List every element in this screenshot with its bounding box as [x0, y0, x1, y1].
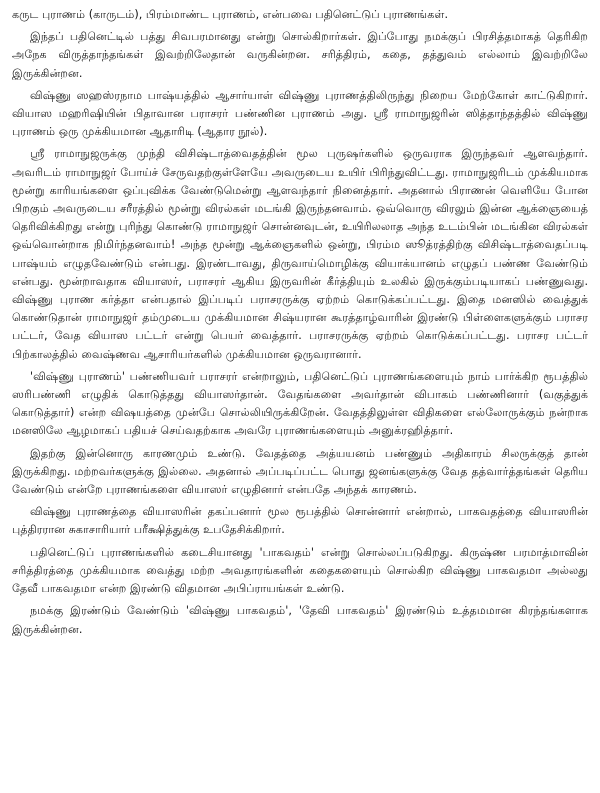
paragraph-shaiva-puranas: இந்தப் பதினெட்டில் பத்து சிவபரமானது என்று சொல்கிறார்கள். இப்போது நமக்குப் பிரசித்தமாகத் தெரிகிற அநேக விருத்தாந்தங்கள் இவற்றிலேதான் வருகின்றன. சரித்திரம், கதை, தத்துவம் எல்லாம் இவற்றிலே இருக்கின்றன. — [12, 30, 588, 80]
document-page — [12, 6, 588, 643]
paragraph-vishnu-purana-bhashya: விஷ்ணு ஸஹஸ்ரநாம பாஷ்யத்தில் ஆசார்யாள் விஷ்ணு புராணத்திலிருந்து நிறைய மேற்கோள் காட்டுகிறார். வியாஸ மஹரிஷியின் பிதாவான பராசரர் பண்ணின புராணம் அது. ஸ்ரீ ராமாநுஜரின் ஸித்தாந்தத்தில் விஷ்ணு புராணம் ஒரு முக்கியமான ஆதாரிடி (ஆதார நூல்). — [12, 88, 588, 139]
paragraph-last-purana: பதினெட்டுப் புராணங்களில் கடைசியானது 'பாகவதம்' என்று சொல்லப்படுகிறது. கிருஷ்ண பரமாத்மாவின் சரித்திரத்தை முக்கியமாக வைத்து மற்ற அவதாரங்களின் கதைகளையும் சொல்கிற விஷ்ணு பாகவதமா அல்லது தேவீ பாகவதமா என்ற இரண்டு விதமான அபிப்ராயங்கள் உண்டு. — [12, 545, 588, 596]
paragraph-bhagavatam-origin: விஷ்ணு புராணத்தை வியாஸரின் தகப்பனார் மூல ரூபத்தில் சொன்னார் என்றால், பாகவதத்தை வியாஸரின் புத்திரரான சுகாசாரியார் பரீக்ஷித்துக்கு உபதேசிக்கிறார். — [12, 505, 588, 537]
paragraph-alavandar: ஸ்ரீ ராமாநுஜருக்கு முந்தி விசிஷ்டாத்வைதத்தின் மூல புருஷர்களில் ஒருவராக இருந்தவர் ஆளவந்தார். அவரிடம் ராமாநுஜர் போய்ச் சேருவதற்குள்ளேயே அவருடைய உயிர் பிரிந்துவிட்டது. ராமாநுஜரிடம் முக்கியமாக மூன்று காரியங்களை ஒப்புவிக்க வேண்டுமென்று ஆளவந்தார் நினைத்தார். அதனால் பிராணன் வெளியே போன பிறகும் அவருடைய சரீரத்தில் மூன்று விரல்கள் மடங்கி இருந்தனவாம். ஒவ்வொரு விரலும் இன்ன ஆக்ஞையைத் தெரிவிக்கிறது என்று புரிந்து கொண்டு ராமாநுஜர் சொன்னவுடன், உயிரிலலாத அந்த உடம்பின் மடங்கின விரல்கள் ஒவ்வொன்றாக நிமிர்ந்தனவாம்! அந்த மூன்று ஆக்ஞைகளில் ஒன்று, பிரம்ம ஸூத்ரத்திற்கு விசிஷ்டாத்வைதப்படி பாஷ்யம் எழுதவேண்டும் என்பது. இரண்டாவது, திருவாய்மொழிக்கு வியாக்யானம் எழுதப் பண்ண வேண்டும் என்பது. மூன்றாவதாக வியாஸர், பராசரர் ஆகிய இருவரின் கீர்த்தியும் உலகில் இருக்கும்படியாகப் பண்ணுவது. விஷ்ணு புராண கர்த்தா என்பதால் இப்படிப் பராசரருக்கு ஏற்றம் கொடுக்கப்பட்டது. இதை மனஸில் வைத்துக் கொண்டுதான் ராமாநுஜர் தம்முடைய முக்கியமான சிஷ்யரான கூரத்தாழ்வாரின் இரண்டு பிள்ளைகளுக்கும் பராசர பட்டர், வேத வியாஸ பட்டர் என்று பெயர் வைத்தார். பராசரருக்கு ஏற்றம் கொடுக்கப்பட்டது. பராசர பட்டர் பிற்காலத்தில் வைஷ்ணவ ஆசாரியர்களில் முக்கியமான ஒருவரானார். — [12, 147, 588, 361]
paragraph-another-reason: இதற்கு இன்னொரு காரணமும் உண்டு. வேதத்தை அத்யயனம் பண்ணும் அதிகாரம் சிலருக்குத் தான் இருக்கிறது. மற்றவர்களுக்கு இல்லை. அதனால் அப்படிப்பட்ட பொது ஜனங்களுக்கு வேத தத்வார்த்தங்கள் தெரிய வேண்டும் என்றே புராணங்களை வியாஸர் எழுதினார் என்பதே அந்தக் காரணம். — [12, 446, 588, 497]
paragraph-both-bhagavatams: நமக்கு இரண்டும் வேண்டும் 'விஷ்ணு பாகவதம்', 'தேவி பாகவதம்' இரண்டும் உத்தமமான கிரந்தங்களாக இருக்கின்றன. — [12, 604, 588, 636]
paragraph-purana-list: கருட புராணம் (காருடம்), பிரம்மாண்ட புராணம், என்பவை பதினெட்டுப் புராணங்கள். — [12, 8, 449, 21]
paragraph-vyasa-authorship: 'விஷ்ணு புராணம்' பண்ணியவர் பராசரர் என்றாலும், பதினெட்டுப் புராணங்களையும் நாம் பார்க்கிற ரூபத்தில் ஸரிபண்ணி எழுதிக் கொடுத்தது வியாஸர்தான். வேதங்களை அவர்தான் விபாகம் பண்ணினார் (வகுத்துக் கொடுத்தார்) என்ற விஷயத்தை முன்பே சொல்லியிருக்கிறேன். வேதத்திலுள்ள விதிகளை எல்லோருக்கும் நன்றாக மனஸிலே ஆழமாகப் பதியச் செய்வதற்காக அவரே புராணங்களையும் அனுக்ரஹித்தார். — [12, 369, 588, 438]
